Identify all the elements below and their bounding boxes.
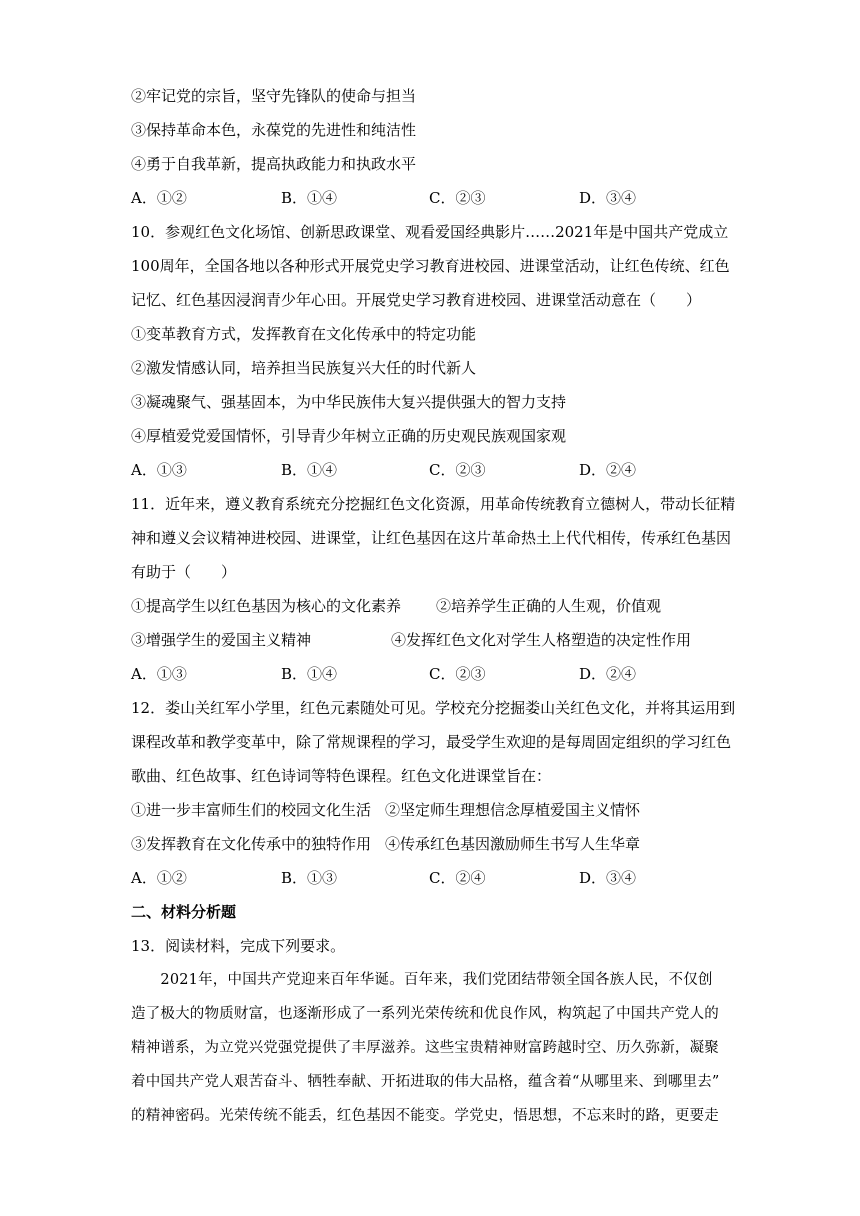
q13-material-line-1: 2021年，中国共产党迎来百年华诞。百年来，我们党团结带领全国各族人民，不仅创 bbox=[131, 972, 713, 988]
q10-item-2: ②激发情感认同，培养担当民族复兴大任的时代新人 bbox=[131, 359, 477, 377]
q10-option-c[interactable]: C．②③ bbox=[429, 461, 486, 479]
q12-option-b[interactable]: B．①③ bbox=[281, 869, 338, 887]
q12-item-4: ④传承红色基因激励师生书写人生华章 bbox=[385, 835, 641, 853]
q13-stem: 13．阅读材料，完成下列要求。 bbox=[131, 937, 346, 955]
q13-material-line-4: 着中国共产党人艰苦奋斗、牺牲奉献、开拓进取的伟大品格，蕴含着“从哪里来、到哪里去” bbox=[131, 1074, 720, 1090]
q9-option-b[interactable]: B．①④ bbox=[281, 189, 338, 207]
q10-item-1: ①变革教育方式，发挥教育在文化传承中的特定功能 bbox=[131, 325, 477, 343]
q10-option-a[interactable]: A．①③ bbox=[131, 461, 187, 479]
q12-option-a[interactable]: A．①② bbox=[131, 869, 187, 887]
q13-material-line-2: 造了极大的物质财富，也逐渐形成了一系列光荣传统和优良作风，构筑起了中国共产党人的 bbox=[131, 1006, 719, 1022]
q12-stem-line-2: 课程改革和教学变革中，除了常规课程的学习，最受学生欢迎的是每周固定组织的学习红色 bbox=[131, 733, 732, 751]
q9-item-4: ④勇于自我革新，提高执政能力和执政水平 bbox=[131, 155, 417, 173]
q11-option-d[interactable]: D．②④ bbox=[579, 665, 637, 683]
q10-item-3: ③凝魂聚气、强基固本，为中华民族伟大复兴提供强大的智力支持 bbox=[131, 393, 567, 411]
q12-stem-line-1: 12．娄山关红军小学里，红色元素随处可见。学校充分挖掘娄山关红色文化，并将其运用到 bbox=[131, 699, 736, 717]
q9-item-2: ②牢记党的宗旨，坚守先锋队的使命与担当 bbox=[131, 87, 417, 105]
q11-option-b[interactable]: B．①④ bbox=[281, 665, 338, 683]
q10-option-b[interactable]: B．①④ bbox=[281, 461, 338, 479]
q11-item-1: ①提高学生以红色基因为核心的文化素养 bbox=[131, 597, 402, 615]
q11-stem-line-1: 11．近年来，遵义教育系统充分挖掘红色文化资源，用革命传统教育立德树人，带动长征精 bbox=[131, 495, 736, 513]
section-title: 二、材料分析题 bbox=[131, 903, 237, 921]
q12-stem-line-3: 歌曲、红色故事、红色诗词等特色课程。红色文化进课堂旨在： bbox=[131, 767, 552, 785]
q9-option-d[interactable]: D．③④ bbox=[579, 189, 637, 207]
q10-stem-line-1: 10．参观红色文化场馆、创新思政课堂、观看爱国经典影片……2021年是中国共产党成立 bbox=[131, 223, 729, 241]
q10-stem-line-3: 记忆、红色基因浸润青少年心田。开展党史学习教育进校园、进课堂活动意在（ ） bbox=[131, 291, 702, 309]
q12-item-3: ③发挥教育在文化传承中的独特作用 bbox=[131, 835, 372, 853]
q12-option-c[interactable]: C．②④ bbox=[429, 869, 486, 887]
q13-material-line-3: 精神谱系，为立党兴党强党提供了丰厚滋养。这些宝贵精神财富跨越时空、历久弥新，凝聚 bbox=[131, 1040, 719, 1056]
q12-item-1: ①进一步丰富师生们的校园文化生活 bbox=[131, 801, 372, 819]
q10-item-4: ④厚植爱党爱国情怀，引导青少年树立正确的历史观民族观国家观 bbox=[131, 427, 567, 445]
q10-stem-line-2: 100周年，全国各地以各种形式开展党史学习教育进校园、进课堂活动，让红色传统、红色 bbox=[131, 257, 730, 275]
q11-item-3: ③增强学生的爱国主义精神 bbox=[131, 631, 312, 649]
q13-material-line-5: 的精神密码。光荣传统不能丢，红色基因不能变。学党史，悟思想，不忘来时的路，更要走 bbox=[131, 1108, 719, 1124]
q11-option-c[interactable]: C．②③ bbox=[429, 665, 486, 683]
q11-item-2: ②培养学生正确的人生观，价值观 bbox=[436, 597, 662, 615]
q11-stem-line-3: 有助于（ ） bbox=[131, 563, 237, 581]
q11-item-4: ④发挥红色文化对学生人格塑造的决定性作用 bbox=[391, 631, 692, 649]
q9-option-c[interactable]: C．②③ bbox=[429, 189, 486, 207]
q10-option-d[interactable]: D．②④ bbox=[579, 461, 637, 479]
q11-option-a[interactable]: A．①③ bbox=[131, 665, 187, 683]
q12-item-2: ②坚定师生理想信念厚植爱国主义情怀 bbox=[385, 801, 641, 819]
q11-stem-line-2: 神和遵义会议精神进校园、进课堂，让红色基因在这片革命热土上代代相传，传承红色基因 bbox=[131, 529, 732, 547]
q12-option-d[interactable]: D．③④ bbox=[579, 869, 637, 887]
q9-item-3: ③保持革命本色，永葆党的先进性和纯洁性 bbox=[131, 121, 417, 139]
q9-option-a[interactable]: A．①② bbox=[131, 189, 187, 207]
